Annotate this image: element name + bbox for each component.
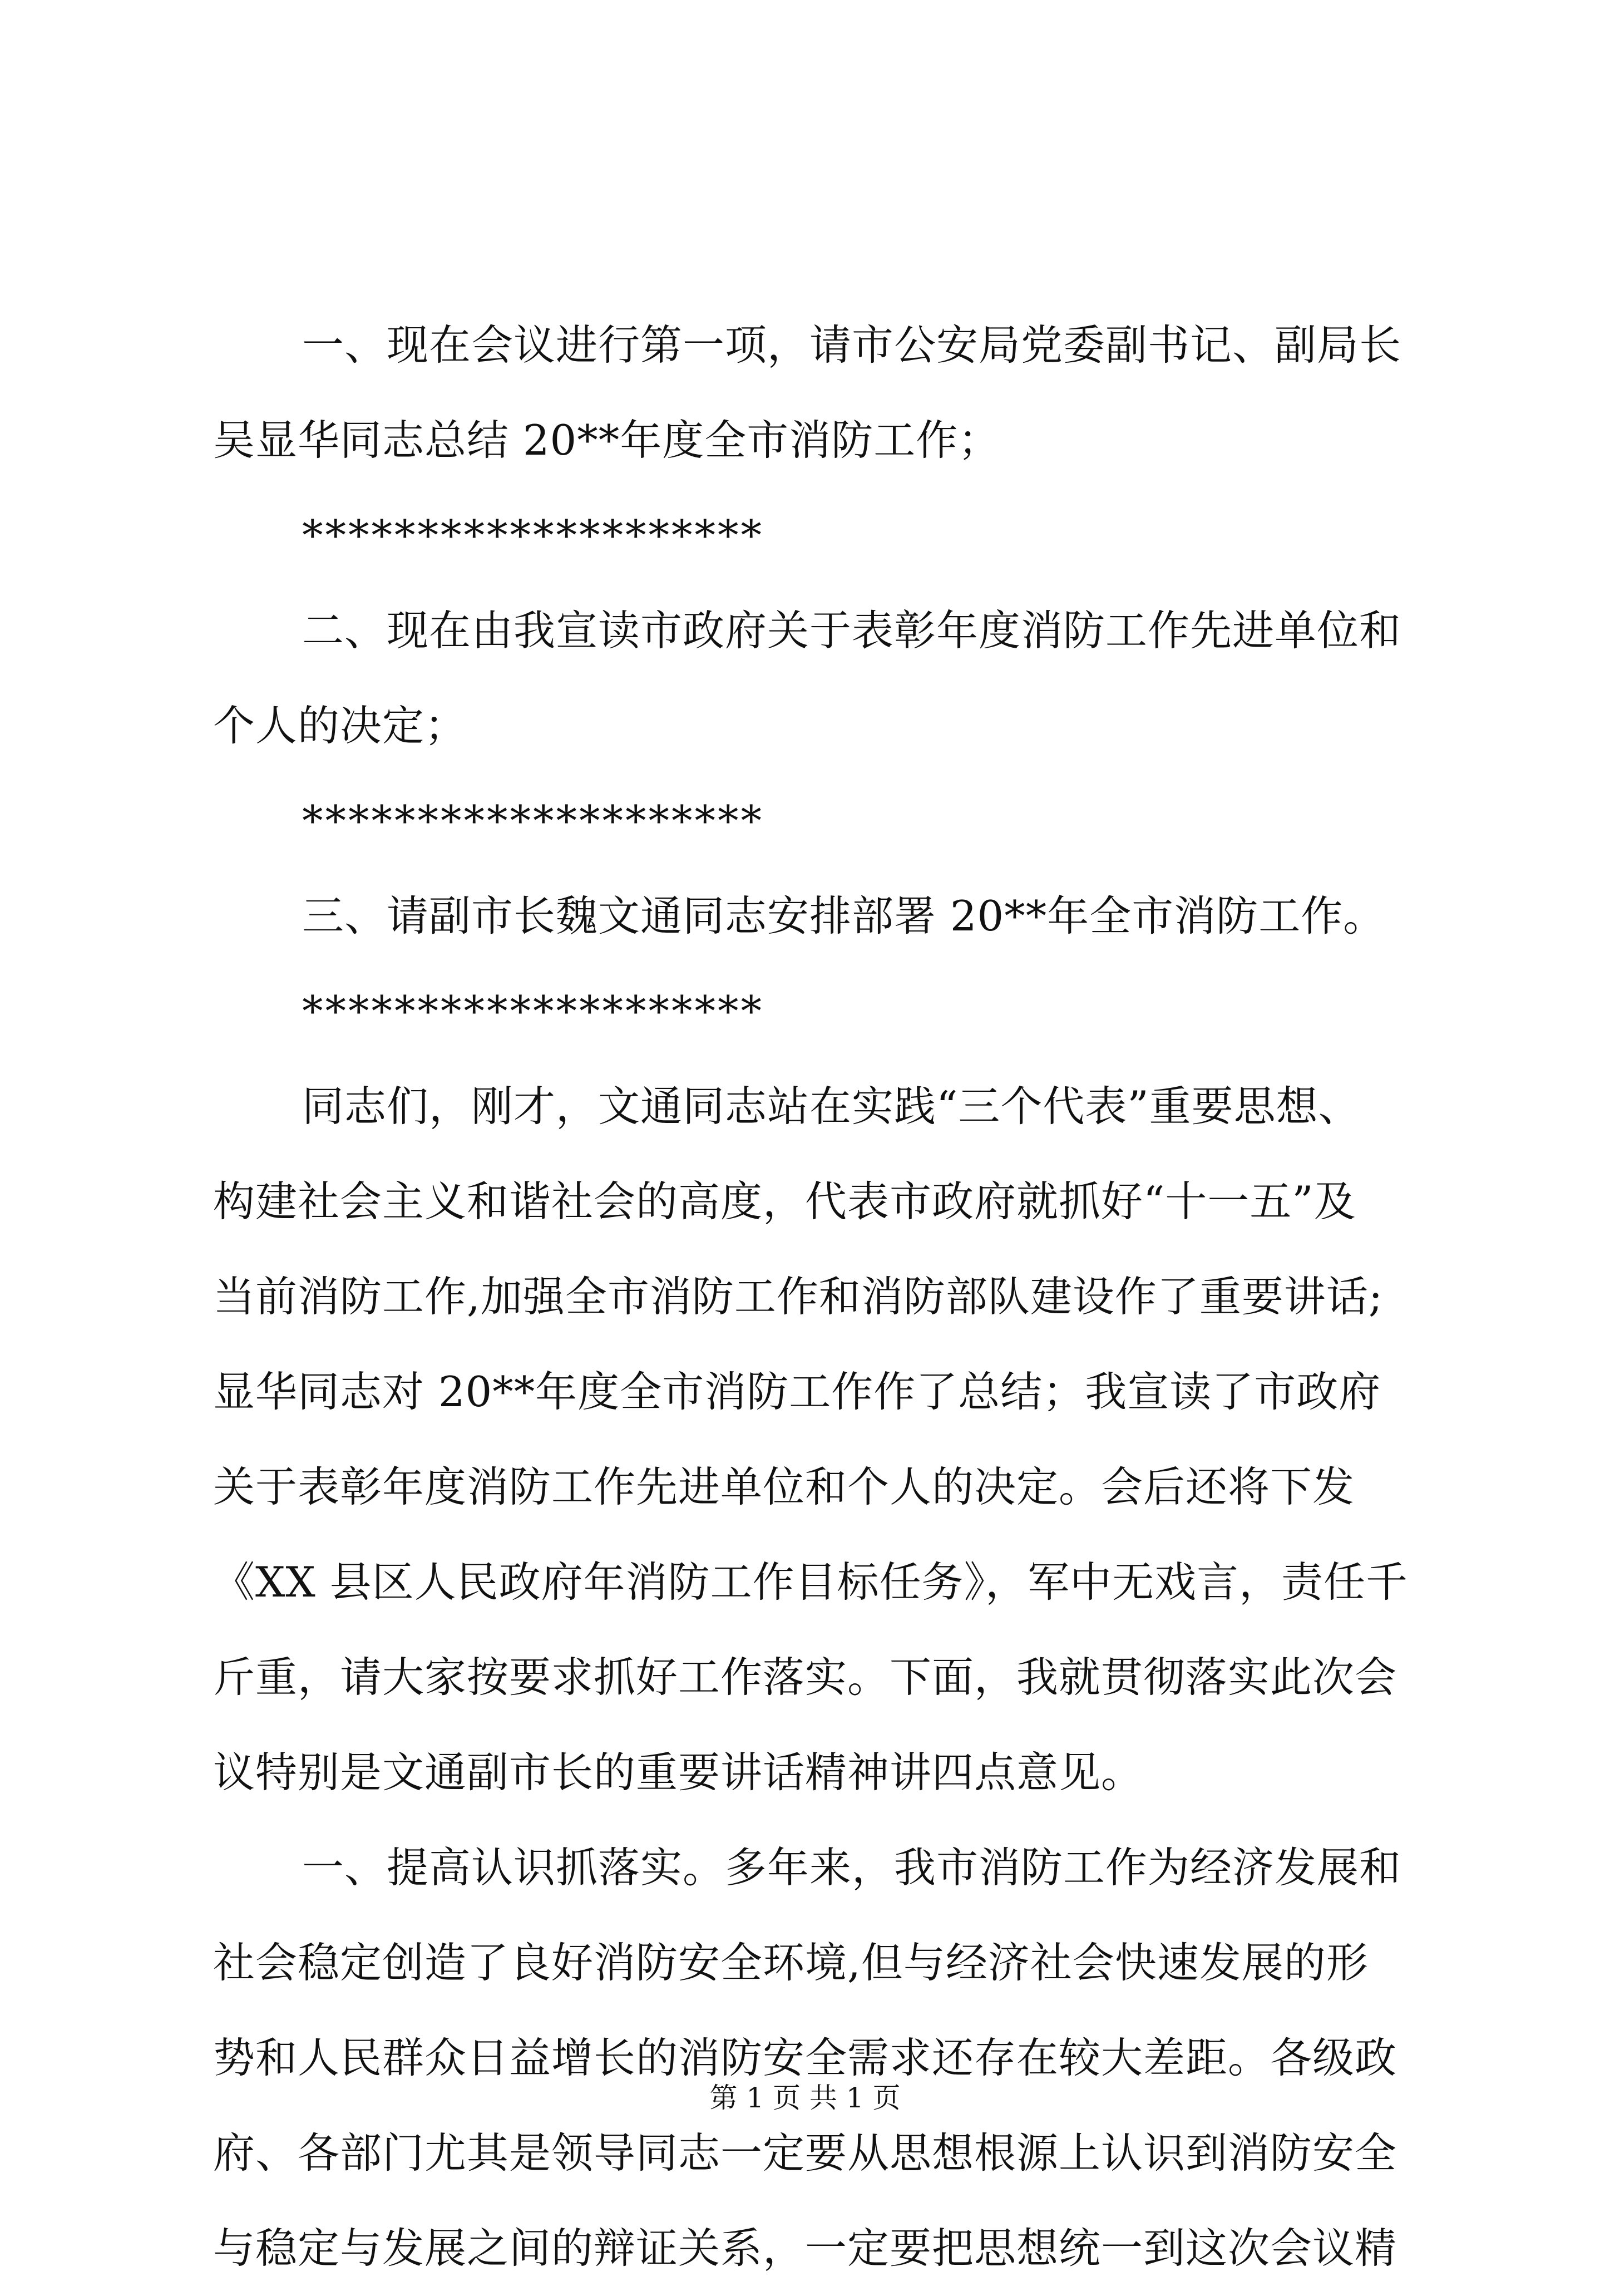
document-body: [213, 298, 1409, 2296]
paragraph-line: 三、请副市长魏文通同志安排部署 20**年全市消防工作。: [302, 891, 1386, 940]
paragraph-line: 社会稳定创造了良好消防安全环境,但与经济社会快速发展的形: [213, 1938, 1369, 1987]
paragraph-line: 与稳定与发展之间的辩证关系，一定要把思想统一到这次会议精: [213, 2224, 1397, 2273]
paragraph-line: 势和人民群众日益增长的消防安全需求还存在较大差距。各级政: [213, 2033, 1397, 2082]
separator-line: ********************: [302, 987, 764, 1036]
paragraph-line: 二、现在由我宣读市政府关于表彰年度消防工作先进单位和: [302, 606, 1402, 655]
separator-line: ********************: [302, 511, 764, 560]
paragraph-line: 显华同志对 20**年度全市消防工作作了总结；我宣读了市政府: [213, 1367, 1381, 1416]
page-number-label: 第 1 页 共 1 页: [709, 2082, 901, 2114]
paragraph-line: 同志们，刚才，文通同志站在实践“三个代表”重要思想、: [302, 1082, 1361, 1131]
paragraph-line: 府、各部门尤其是领导同志一定要从思想根源上认识到消防安全: [213, 2129, 1397, 2177]
paragraph-line: 《XX 县区人民政府年消防工作目标任务》，军中无戏言，责任千: [213, 1558, 1409, 1607]
paragraph-line: 构建社会主义和谐社会的高度，代表市政府就抓好“十一五”及: [213, 1177, 1356, 1226]
paragraph-line: 吴显华同志总结 20**年度全市消防工作；: [213, 416, 1001, 465]
paragraph-line: 个人的决定；: [213, 701, 467, 750]
page-footer: [0, 2078, 1610, 2117]
separator-line: ********************: [302, 796, 764, 845]
paragraph-line: 当前消防工作,加强全市消防工作和消防部队建设作了重要讲话;: [213, 1272, 1384, 1321]
paragraph-line: 一、提高认识抓落实。多年来，我市消防工作为经济发展和: [302, 1843, 1402, 1892]
paragraph-line: 议特别是文通副市长的重要讲话精神讲四点意见。: [213, 1748, 1144, 1797]
paragraph-line: 关于表彰年度消防工作先进单位和个人的决定。会后还将下发: [213, 1462, 1355, 1511]
paragraph-line: 一、现在会议进行第一项，请市公安局党委副书记、副局长: [302, 321, 1402, 369]
paragraph-line: 斤重，请大家按要求抓好工作落实。下面，我就贯彻落实此次会: [213, 1653, 1397, 1702]
